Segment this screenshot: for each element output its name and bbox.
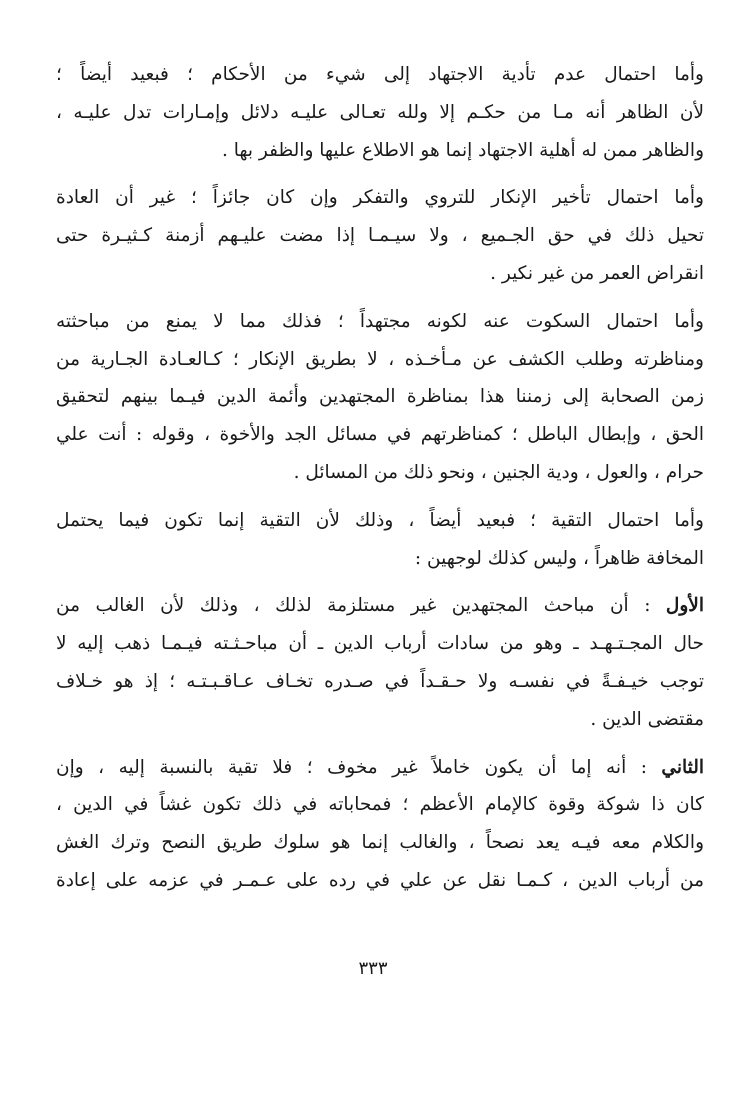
paragraph-silence [56, 303, 704, 492]
page-body [56, 56, 704, 910]
text-line: والظاهر ممن له أهلية الاجتهاد إنما هو الاطلاع عليها والظفر بها . [221, 139, 704, 161]
paragraph-taqiyya [56, 502, 704, 578]
page-number: ٣٣٣ [358, 958, 388, 979]
text-line: زمن الصحابة إلى زمننا هذا بمناظرة المجتهدين وأئمة الدين فيـما بينهم لتحقيق [56, 386, 704, 408]
paragraph-first-reason [56, 587, 704, 738]
text-line: مقتضى الدين . [590, 708, 704, 730]
text-line: والكلام معه فيـه يعد نصحاً ، والغالب إنما هو سلوك طريق النصح وترك الغش [56, 832, 704, 854]
lead-word: الأول [665, 595, 704, 617]
text-line: توجب خيـفـةً في نفسـه ولا حـقـداً في صـدره تخـاف عـاقـبـتـه ؛ إذ هو خـلاف [56, 670, 704, 692]
paragraph-delay [56, 179, 704, 292]
text-line: ومناظرته وطلب الكشف عن مـأخـذه ، لا بطريق الإنكار ؛ كـالعـادة الجـارية من [56, 348, 704, 370]
text-line: حال المجـتـهـد ـ وهو من سادات أرباب الدين ـ أن مباحـثـته فيـمـا ذهب إليه لا [56, 633, 704, 655]
paragraph-ijtihad [56, 56, 704, 169]
text-line: من أرباب الدين ، كـمـا نقل عن علي في رده على عـمـر في عزمه على إعادة [56, 869, 704, 891]
text-line: الحق ، وإبطال الباطل ؛ كمناظرتهم في مسائل الجد والأخوة ، وقوله : أنت علي [56, 424, 704, 446]
text-line: كان ذا شوكة وقوة كالإمام الأعظم ؛ فمحاباته في ذلك تكون غشاً في الدين ، [56, 794, 704, 816]
text-line: المخافة ظاهراً ، وليس كذلك لوجهين : [414, 547, 704, 569]
lead-word: الثاني [661, 756, 704, 778]
text-line: انقراض العمر من غير نكير . [490, 262, 704, 284]
text-line: حرام ، والعول ، ودية الجنين ، ونحو ذلك من المسائل . [293, 461, 704, 483]
text-line: وأما احتمال تأخير الإنكار للتروي والتفكر وإن كان جائزاً ؛ غير أن العادة [56, 187, 704, 209]
text-line: تحيل ذلك في حق الجـميع ، ولا سيـمـا إذا مضت عليـهم أزمنة كـثيـرة حتى [56, 225, 704, 247]
paragraph-second-reason [56, 749, 704, 900]
text-fragment: : أنه إما أن يكون خاملاً غير مخوف ؛ فلا تقية بالنسبة إليه ، وإن [56, 756, 662, 778]
text-line: وأما احتمال عدم تأدية الاجتهاد إلى شيء من الأحكام ؛ فبعيد أيضاً ؛ [56, 64, 704, 85]
text-line [56, 587, 704, 625]
text-line: وأما احتمال التقية ؛ فبعيد أيضاً ، وذلك لأن التقية إنما تكون فيما يحتمل [56, 509, 704, 531]
text-fragment: : أن مباحث المجتهدين غير مستلزمة لذلك ، وذلك لأن الغالب من [56, 595, 666, 617]
text-line [56, 749, 704, 787]
text-line: وأما احتمال السكوت عنه لكونه مجتهداً ؛ فذلك مما لا يمنع من مباحثته [56, 310, 704, 332]
text-line: لأن الظاهر أنه مـا من حكـم إلا ولله تعـالى عليـه دلائل وإمـارات تدل عليـه ، [56, 101, 704, 123]
